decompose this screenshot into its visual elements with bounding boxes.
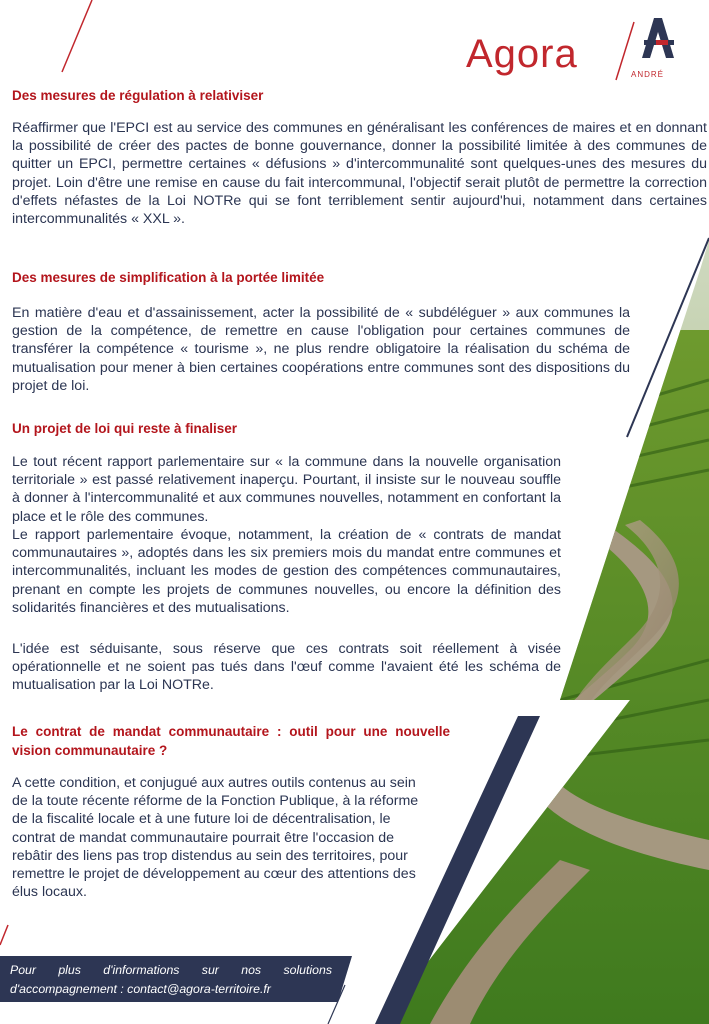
footer-contact-text: Pour plus d'informations sur nos solutions d'accompagnement : contact@agora-territoire.fr bbox=[10, 963, 332, 996]
section-heading-3: Un projet de loi qui reste à finaliser bbox=[12, 421, 238, 436]
section-body-3-para-1: Le tout récent rapport parlementaire sur « la commune dans la nouvelle organisation territoriale » est passé relativement inaperçu. Pourtant, il insiste sur le nouveau souffle à donner à l'intercommunalité et aux communes nouvelles, notamment en confortant la place et le rôle des communes. bbox=[12, 454, 561, 525]
section-body-1: Réaffirmer que l'EPCI est au service des communes en généralisant les conférences de maires et en donnant la possibilité de créer des pactes de bonne gouvernance, donner la possibilité limitée à des communes de quitter un EPCI, permettre certaines « défusions » d'intercommunalité sont quelques-unes des mesures du projet. Loin d'être une remise en cause du fait intercommunal, l'objectif serait plutôt de permettre la correction d'effets néfastes de la Loi NOTRe qui se font terriblement sentir aujourd'hui, notamment dans certaines intercommunalités « XXL ». bbox=[12, 120, 707, 228]
agora-logo bbox=[466, 18, 686, 84]
section-body-3-para-3: L'idée est séduisante, sous réserve que ces contrats soit réellement à visée opérationnelle et ne soient pas tués dans l'œuf comme l'avaient été les schéma de mutualisation par la Loi NOTRe. bbox=[12, 641, 561, 694]
section-body-2: En matière d'eau et d'assainissement, acter la possibilité de « subdéléguer » aux communes la gestion de la compétence, de remettre en cause l'obligation pour certaines communes de transférer la compétence « tourisme », ne plus rendre obligatoire la réalisation du schéma de mutualisation pour mener à bien certaines coopérations entre communes sont des dispositions du projet de loi. bbox=[12, 305, 630, 394]
logo-wordmark: Agora bbox=[466, 32, 578, 76]
section-heading-2: Des mesures de simplification à la portée limitée bbox=[12, 270, 325, 285]
section-heading-4: Le contrat de mandat communautaire : outil pour une nouvelle vision communautaire ? bbox=[12, 724, 450, 758]
logo-a-mark-icon bbox=[636, 18, 674, 66]
section-body-4: A cette condition, et conjugué aux autres outils contenus au sein de la toute récente réforme de la Fonction Publique, à la réforme de la fiscalité locale et à une future loi de décentralisation, le contrat de mandat communautaire pourrait être l'occasion de rebâtir des liens pas trop distendus au sein des territoires, pour remettre le projet de développement au cœur des attentions des élus locaux. bbox=[12, 775, 419, 901]
section-body-3-para-2: Le rapport parlementaire évoque, notamment, la création de « contrats de mandat communautaires », adoptés dans les six premiers mois du mandat entre communes et intercommunalités, incluant les modes de gestion des compétences communautaires, prenant en compte les projets de communes nouvelles, ou encore la définition des solidarités financières et des mutualisations. bbox=[12, 527, 561, 616]
section-heading-1: Des mesures de régulation à relativiser bbox=[12, 88, 264, 103]
logo-subtitle: ANDRÉ bbox=[631, 70, 665, 79]
